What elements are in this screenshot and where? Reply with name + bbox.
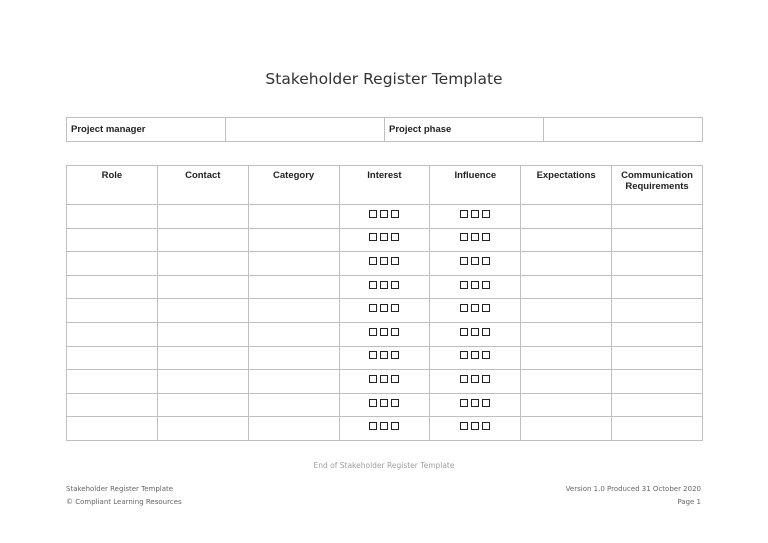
checkbox[interactable] xyxy=(482,304,490,312)
document-title: Stakeholder Register Template xyxy=(265,70,503,88)
checkbox[interactable] xyxy=(482,399,490,407)
checkbox[interactable] xyxy=(460,233,468,241)
communication-cell[interactable] xyxy=(612,322,703,346)
expectations-cell[interactable] xyxy=(521,393,612,417)
communication-cell[interactable] xyxy=(612,205,703,229)
table-row xyxy=(67,228,703,252)
influence-checkbox-group xyxy=(460,281,490,289)
checkbox[interactable] xyxy=(460,328,468,336)
project-manager-label: Project manager xyxy=(67,118,226,142)
footer-copyright: © Compliant Learning Resources xyxy=(66,498,182,506)
influence-checkbox-group xyxy=(460,375,490,383)
project-info-table xyxy=(66,117,703,142)
checkbox[interactable] xyxy=(482,351,490,359)
influence-checkbox-group xyxy=(460,233,490,241)
checkbox[interactable] xyxy=(471,257,479,265)
influence-checkbox-cell xyxy=(430,205,521,229)
influence-checkbox-cell xyxy=(430,228,521,252)
contact-cell[interactable] xyxy=(157,346,248,370)
table-row xyxy=(67,370,703,394)
checkbox[interactable] xyxy=(391,304,399,312)
checkbox[interactable] xyxy=(391,257,399,265)
interest-checkbox-group xyxy=(369,328,399,336)
table-row xyxy=(67,417,703,441)
table-row xyxy=(67,346,703,370)
interest-checkbox-cell xyxy=(339,228,430,252)
table-row xyxy=(67,393,703,417)
influence-checkbox-cell xyxy=(430,322,521,346)
checkbox[interactable] xyxy=(369,328,377,336)
communication-cell[interactable] xyxy=(612,370,703,394)
checkbox[interactable] xyxy=(380,281,388,289)
communication-cell[interactable] xyxy=(612,252,703,276)
checkbox[interactable] xyxy=(460,257,468,265)
footer-right xyxy=(566,483,701,509)
checkbox[interactable] xyxy=(391,399,399,407)
checkbox[interactable] xyxy=(391,422,399,430)
communication-cell[interactable] xyxy=(612,228,703,252)
column-header-expectations: Expectations xyxy=(521,166,612,205)
checkbox[interactable] xyxy=(482,257,490,265)
influence-checkbox-cell xyxy=(430,370,521,394)
checkbox[interactable] xyxy=(460,304,468,312)
table-row xyxy=(67,205,703,229)
interest-checkbox-cell xyxy=(339,205,430,229)
influence-checkbox-cell xyxy=(430,417,521,441)
footer-left xyxy=(66,483,182,509)
stakeholder-register-table xyxy=(66,165,703,441)
checkbox[interactable] xyxy=(391,281,399,289)
checkbox[interactable] xyxy=(482,375,490,383)
category-cell[interactable] xyxy=(248,252,339,276)
checkbox[interactable] xyxy=(369,375,377,383)
checkbox[interactable] xyxy=(471,328,479,336)
interest-checkbox-cell xyxy=(339,299,430,323)
checkbox[interactable] xyxy=(380,351,388,359)
category-cell[interactable] xyxy=(248,370,339,394)
expectations-cell[interactable] xyxy=(521,299,612,323)
checkbox[interactable] xyxy=(482,210,490,218)
category-cell[interactable] xyxy=(248,205,339,229)
influence-checkbox-group xyxy=(460,399,490,407)
category-cell[interactable] xyxy=(248,417,339,441)
contact-cell[interactable] xyxy=(157,322,248,346)
checkbox[interactable] xyxy=(369,233,377,241)
checkbox[interactable] xyxy=(471,281,479,289)
expectations-cell[interactable] xyxy=(521,205,612,229)
role-cell[interactable] xyxy=(67,299,158,323)
checkbox[interactable] xyxy=(369,351,377,359)
checkbox[interactable] xyxy=(460,399,468,407)
checkbox[interactable] xyxy=(369,210,377,218)
influence-checkbox-cell xyxy=(430,299,521,323)
checkbox[interactable] xyxy=(380,328,388,336)
checkbox[interactable] xyxy=(380,233,388,241)
checkbox[interactable] xyxy=(391,351,399,359)
influence-checkbox-cell xyxy=(430,393,521,417)
communication-cell[interactable] xyxy=(612,275,703,299)
contact-cell[interactable] xyxy=(157,370,248,394)
role-cell[interactable] xyxy=(67,393,158,417)
checkbox[interactable] xyxy=(380,304,388,312)
influence-checkbox-cell xyxy=(430,275,521,299)
checkbox[interactable] xyxy=(369,304,377,312)
interest-checkbox-group xyxy=(369,281,399,289)
checkbox[interactable] xyxy=(482,422,490,430)
checkbox[interactable] xyxy=(369,257,377,265)
checkbox[interactable] xyxy=(471,351,479,359)
footer-version: Version 1.0 Produced 31 October 2020 xyxy=(565,485,701,493)
checkbox[interactable] xyxy=(391,375,399,383)
influence-checkbox-cell xyxy=(430,252,521,276)
role-cell[interactable] xyxy=(67,205,158,229)
category-cell[interactable] xyxy=(248,322,339,346)
column-header-category: Category xyxy=(248,166,339,205)
project-phase-field[interactable] xyxy=(544,118,703,142)
end-of-template-note: End of Stakeholder Register Template xyxy=(313,461,455,470)
checkbox[interactable] xyxy=(380,375,388,383)
checkbox[interactable] xyxy=(471,399,479,407)
influence-checkbox-group xyxy=(460,328,490,336)
checkbox[interactable] xyxy=(460,281,468,289)
footer-page-number: Page 1 xyxy=(677,498,701,506)
contact-cell[interactable] xyxy=(157,205,248,229)
checkbox[interactable] xyxy=(471,375,479,383)
checkbox[interactable] xyxy=(380,399,388,407)
interest-checkbox-group xyxy=(369,422,399,430)
interest-checkbox-group xyxy=(369,257,399,265)
interest-checkbox-group xyxy=(369,399,399,407)
role-cell[interactable] xyxy=(67,228,158,252)
expectations-cell[interactable] xyxy=(521,346,612,370)
contact-cell[interactable] xyxy=(157,275,248,299)
interest-checkbox-group xyxy=(369,304,399,312)
column-header-influence: Influence xyxy=(430,166,521,205)
expectations-cell[interactable] xyxy=(521,322,612,346)
checkbox[interactable] xyxy=(471,233,479,241)
table-row xyxy=(67,252,703,276)
contact-cell[interactable] xyxy=(157,417,248,441)
contact-cell[interactable] xyxy=(157,252,248,276)
interest-checkbox-group xyxy=(369,210,399,218)
category-cell[interactable] xyxy=(248,393,339,417)
interest-checkbox-group xyxy=(369,351,399,359)
influence-checkbox-group xyxy=(460,257,490,265)
checkbox[interactable] xyxy=(369,281,377,289)
category-cell[interactable] xyxy=(248,346,339,370)
communication-cell[interactable] xyxy=(612,393,703,417)
footer-document-name: Stakeholder Register Template xyxy=(66,485,174,493)
communication-cell[interactable] xyxy=(612,299,703,323)
checkbox[interactable] xyxy=(380,257,388,265)
expectations-cell[interactable] xyxy=(521,275,612,299)
checkbox[interactable] xyxy=(391,210,399,218)
checkbox[interactable] xyxy=(460,210,468,218)
communication-cell[interactable] xyxy=(612,417,703,441)
table-row xyxy=(67,322,703,346)
checkbox[interactable] xyxy=(482,328,490,336)
interest-checkbox-cell xyxy=(339,275,430,299)
role-cell[interactable] xyxy=(67,275,158,299)
communication-cell[interactable] xyxy=(612,346,703,370)
checkbox[interactable] xyxy=(369,422,377,430)
influence-checkbox-cell xyxy=(430,346,521,370)
checkbox[interactable] xyxy=(482,233,490,241)
project-phase-label: Project phase xyxy=(385,118,544,142)
interest-checkbox-cell xyxy=(339,417,430,441)
contact-cell[interactable] xyxy=(157,299,248,323)
interest-checkbox-group xyxy=(369,375,399,383)
contact-cell[interactable] xyxy=(157,393,248,417)
category-cell[interactable] xyxy=(248,299,339,323)
checkbox[interactable] xyxy=(471,422,479,430)
column-header-contact: Contact xyxy=(157,166,248,205)
interest-checkbox-cell xyxy=(339,393,430,417)
category-cell[interactable] xyxy=(248,275,339,299)
contact-cell[interactable] xyxy=(157,228,248,252)
interest-checkbox-group xyxy=(369,233,399,241)
checkbox[interactable] xyxy=(482,281,490,289)
expectations-cell[interactable] xyxy=(521,370,612,394)
checkbox[interactable] xyxy=(460,375,468,383)
checkbox[interactable] xyxy=(369,399,377,407)
checkbox[interactable] xyxy=(391,328,399,336)
column-header-communication-requirements: Communication Requirements xyxy=(612,166,703,205)
checkbox[interactable] xyxy=(460,422,468,430)
role-cell[interactable] xyxy=(67,417,158,441)
checkbox[interactable] xyxy=(471,210,479,218)
influence-checkbox-group xyxy=(460,304,490,312)
role-cell[interactable] xyxy=(67,322,158,346)
project-manager-field[interactable] xyxy=(226,118,385,142)
expectations-cell[interactable] xyxy=(521,417,612,441)
influence-checkbox-group xyxy=(460,422,490,430)
interest-checkbox-cell xyxy=(339,370,430,394)
checkbox[interactable] xyxy=(460,351,468,359)
checkbox[interactable] xyxy=(471,304,479,312)
interest-checkbox-cell xyxy=(339,322,430,346)
expectations-cell[interactable] xyxy=(521,252,612,276)
role-cell[interactable] xyxy=(67,346,158,370)
role-cell[interactable] xyxy=(67,370,158,394)
role-cell[interactable] xyxy=(67,252,158,276)
checkbox[interactable] xyxy=(391,233,399,241)
column-header-role: Role xyxy=(67,166,158,205)
checkbox[interactable] xyxy=(380,422,388,430)
checkbox[interactable] xyxy=(380,210,388,218)
influence-checkbox-group xyxy=(460,351,490,359)
influence-checkbox-group xyxy=(460,210,490,218)
expectations-cell[interactable] xyxy=(521,228,612,252)
column-header-interest: Interest xyxy=(339,166,430,205)
category-cell[interactable] xyxy=(248,228,339,252)
interest-checkbox-cell xyxy=(339,252,430,276)
table-row xyxy=(67,299,703,323)
interest-checkbox-cell xyxy=(339,346,430,370)
table-row xyxy=(67,275,703,299)
